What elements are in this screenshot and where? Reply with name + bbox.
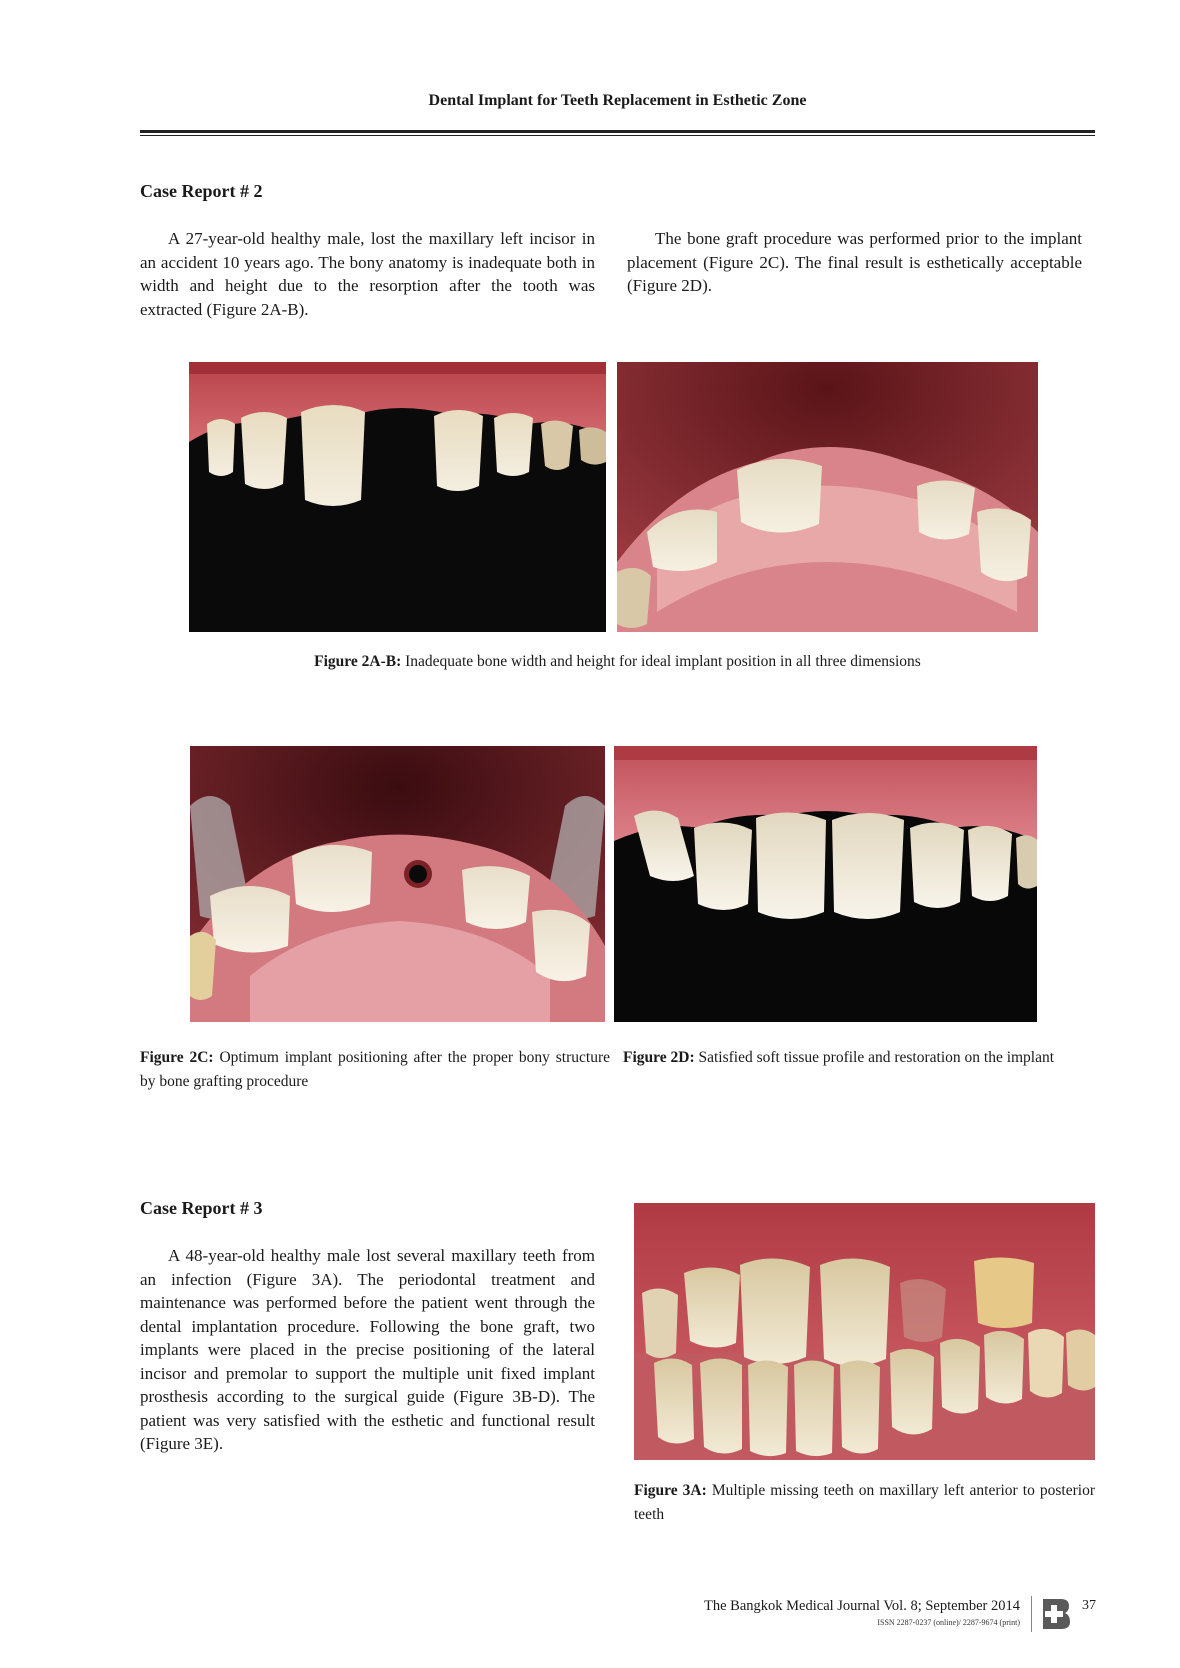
figure-2ab-caption — [140, 650, 1095, 674]
journal-logo-icon — [1041, 1597, 1071, 1631]
running-head: Dental Implant for Teeth Replacement in Esthetic Zone — [428, 92, 807, 109]
case3-paragraph: A 48-year-old healthy male lost several maxillary teeth from an infection (Figure 3A). The periodontal treatment and maintenance was performed before the patient went through the dental implantation procedure. Following the bone graft, two implants were placed in the precise positioning of the lateral incisor and premolar to support the multiple unit fixed implant prosthesis according to the surgical guide (Figure 3B-D). The patient was very satisfied with the esthetic and functional result (Figure 3E). — [140, 1246, 595, 1453]
case3-heading: Case Report # 3 — [140, 1198, 263, 1218]
figure-2d-text: Satisfied soft tissue profile and restoration on the implant — [694, 1049, 1055, 1066]
figure-2c-label: Figure 2C: — [140, 1049, 214, 1066]
figure-2c-photo — [190, 746, 605, 1022]
figure-3a-label: Figure 3A: — [634, 1482, 707, 1499]
case2-paragraph-right: The bone graft procedure was performed prior to the implant placement (Figure 2C). The final result is esthetically acceptable (Figure 2D). — [627, 229, 1082, 295]
footer-issn: ISSN 2287-0237 (online)/ 2287-9674 (print) — [877, 1618, 1020, 1627]
footer-journal-citation: The Bangkok Medical Journal Vol. 8; September 2014 — [704, 1598, 1020, 1614]
header-rule-thick — [140, 130, 1095, 133]
header-rule-thin — [140, 135, 1095, 136]
figure-3a-caption — [634, 1479, 1095, 1527]
figure-2a-photo — [189, 362, 606, 632]
case2-heading: Case Report # 2 — [140, 181, 263, 201]
figure-2d-photo — [614, 746, 1037, 1022]
figure-2c-caption — [140, 1046, 610, 1094]
figure-2c-text: Optimum implant positioning after the proper bony structure by bone grafting procedure — [140, 1049, 610, 1090]
figure-2d-label: Figure 2D: — [623, 1049, 695, 1066]
figure-2ab-text: Inadequate bone width and height for ideal implant position in all three dimensions — [401, 653, 921, 670]
page-number: 37 — [1082, 1598, 1096, 1613]
figure-2b-photo — [617, 362, 1038, 632]
figure-3a-text: Multiple missing teeth on maxillary left anterior to posterior teeth — [634, 1482, 1095, 1523]
figure-2d-caption — [623, 1046, 1095, 1070]
footer-divider — [1031, 1596, 1032, 1632]
figure-3a-photo — [634, 1203, 1095, 1460]
figure-2ab-label: Figure 2A-B: — [314, 653, 402, 670]
case2-paragraph-left: A 27-year-old healthy male, lost the maxillary left incisor in an accident 10 years ago. The bony anatomy is inadequate both in width and height due to the resorption after the tooth was extracted (Figure 2A-B). — [140, 229, 595, 319]
